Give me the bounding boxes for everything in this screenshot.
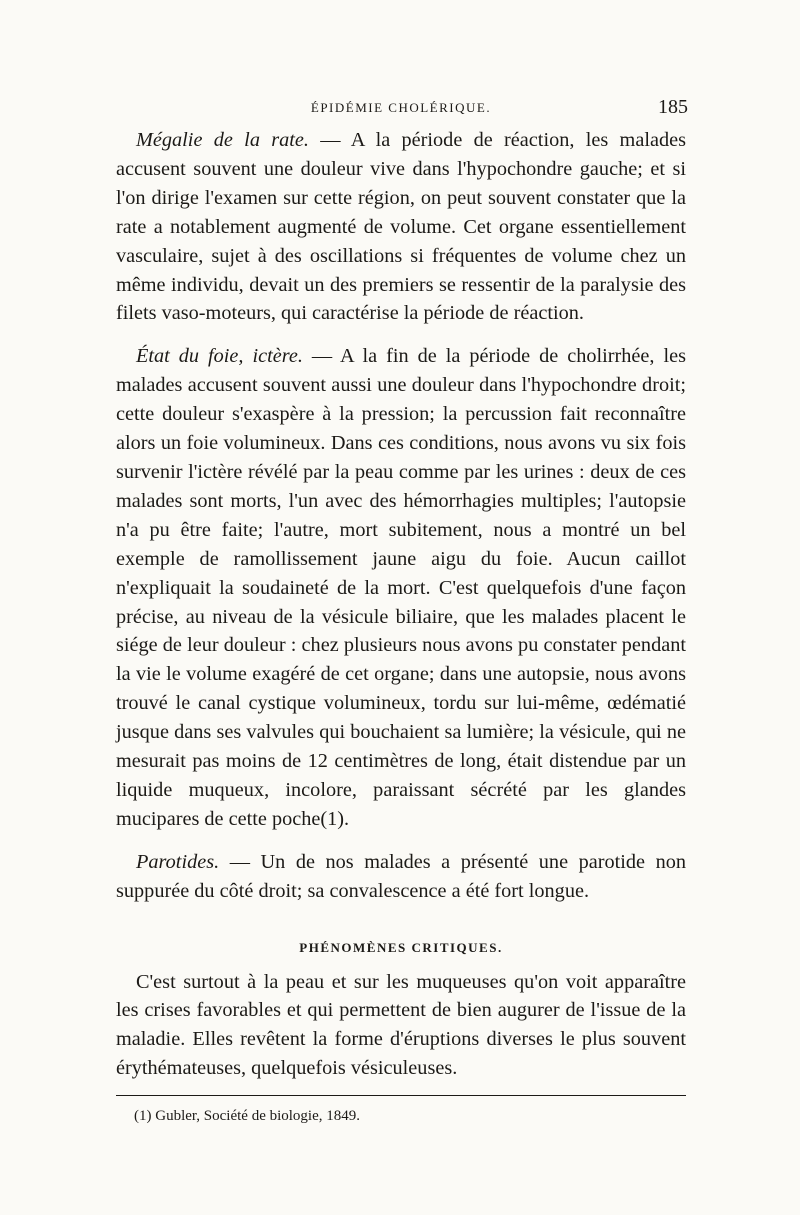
paragraph-lead: État du foie, ictère. xyxy=(136,345,303,368)
section-heading: PHÉNOMÈNES CRITIQUES. xyxy=(299,939,503,955)
footnote: (1) Gubler, Société de biologie, 1849. xyxy=(134,1108,361,1125)
paragraph-parotides xyxy=(116,848,686,906)
running-head xyxy=(116,96,688,126)
footnote-rule xyxy=(116,1095,686,1096)
paragraph-text: — A la période de réaction, les malades accusent souvent une douleur vive dans l'hypochondre gauche; et si l'on dirige l'examen sur cette région, on peut souvent constater que la rate a notablement augmenté de volume. Cet organe essentiellement vasculaire, sujet à des oscillations si fréquentes de volume chez un même individu, devait un des premiers se ressentir de la paralysie des filets vaso-moteurs, qui caractérise la période de réaction. xyxy=(116,129,686,325)
paragraph-text: — Un de nos malades a présenté une parotide non suppurée du côté droit; sa convalescence a été fort longue. xyxy=(116,850,686,902)
paragraph-crises: C'est surtout à la peau et sur les muqueuses qu'on voit apparaître les crises favorables et qui permettent de bien augurer de l'issue de la maladie. Elles revêtent la forme d'éruptions diverses le plus souvent érythémateuses, quelquefois vésiculeuses. xyxy=(116,970,686,1080)
paragraph-foie xyxy=(116,342,686,833)
book-page xyxy=(116,96,688,1125)
running-title: ÉPIDÉMIE CHOLÉRIQUE. xyxy=(310,100,492,115)
paragraph-lead: Parotides. xyxy=(136,850,220,873)
page-number: 185 xyxy=(658,96,688,118)
paragraph-megalie xyxy=(116,126,686,328)
paragraph-text: — A la fin de la période de cholirrhée, les malades accusent souvent aussi une douleur dans l'hypochondre droit; cette douleur s'exaspère à la pression; la percussion fait reconnaître alors un foie volumineux. Dans ces conditions, nous avons vu six fois survenir l'ictère révélé par la peau comme par les urines : deux de ces malades sont morts, l'un avec des hémorrhagies multiples; l'autopsie n'a pu être faite; l'autre, mort subitement, nous a montré un bel exemple de ramollissement jaune aigu du foie. Aucun caillot n'expliquait la soudaineté de la mort. C'est quelquefois d'une façon précise, au niveau de la vésicule biliaire, que les malades placent le siége de leur douleur : chez plusieurs nous avons pu constater pendant la vie le volume exagéré de cet organe; dans une autopsie, nous avons trouvé le canal cystique volumineux, tordu sur lui-même, œdématié jusque dans ses valvules qui bouchaient sa lumière; la vésicule, qui ne mesurait pas moins de 12 centimètres de long, était distendue par un liquide muqueux, incolore, paraissant sécrété par les glandes mucipares de cette poche(1). xyxy=(116,345,686,830)
paragraph-lead: Mégalie de la rate. xyxy=(136,129,309,151)
